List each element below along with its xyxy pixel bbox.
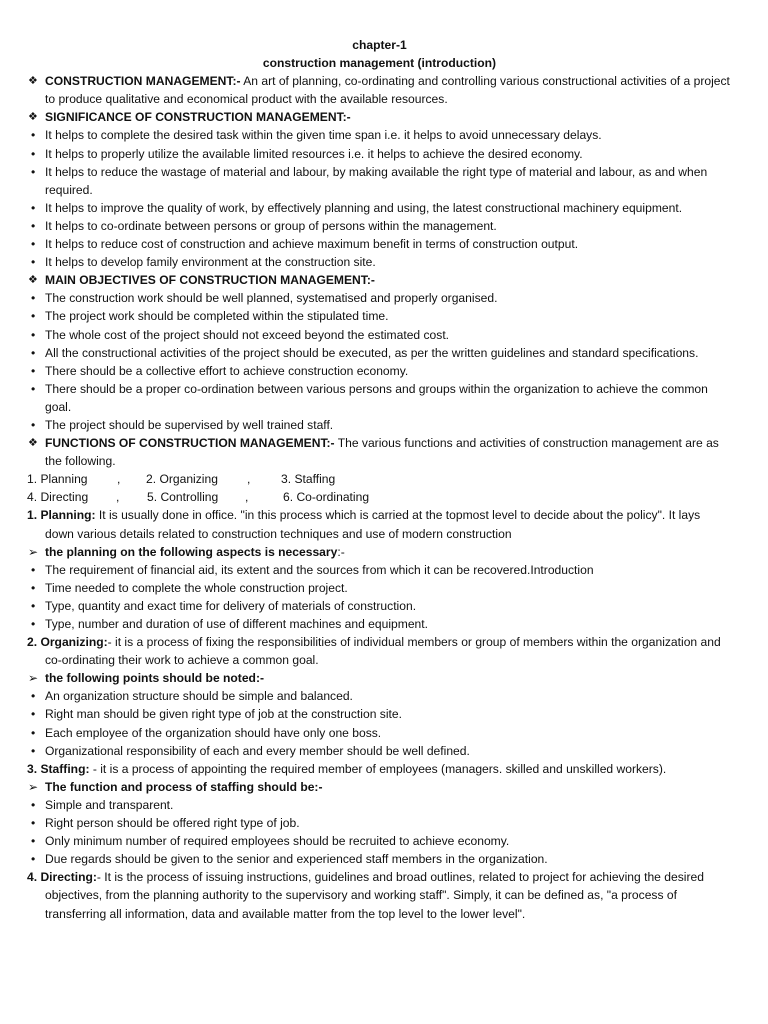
- list-item: • It helps to reduce the wastage of material and labour, by making available the right type of material and labour, as and when required.: [31, 164, 708, 197]
- bullet-icon: •: [31, 237, 36, 252]
- bullet-icon: •: [31, 128, 36, 143]
- planning-subheading: ➢ the planning on the following aspects is necessary:-: [27, 543, 732, 561]
- list-item: • The project should be supervised by well trained staff.: [27, 416, 732, 434]
- diamond-icon: ❖: [28, 274, 38, 287]
- list-item: • It helps to develop family environment at the construction site.: [27, 253, 732, 271]
- bullet-icon: •: [31, 291, 36, 306]
- list-item: • It helps to complete the desired task within the given time span i.e. it helps to avoid unnecessary delays.: [27, 126, 732, 144]
- paragraph-text: - It is the process of issuing instructions, guidelines and broad outlines, related to project for achieving the desired objectives, from the planning authority to the supervisory and working staff". Simply, it can be defined as, "a process of transferring all information, data and available matter from the top level to the lower level".: [45, 870, 704, 921]
- bullet-icon: •: [31, 345, 36, 360]
- list-item: • Organizational responsibility of each and every member should be well defined.: [27, 742, 732, 760]
- cm-definition: [27, 72, 732, 108]
- organizing-paragraph: [27, 633, 732, 669]
- bullet-icon: •: [31, 689, 36, 704]
- paragraph-label: 4. Directing:: [27, 870, 97, 885]
- section-heading: SIGNIFICANCE OF CONSTRUCTION MANAGEMENT:-: [45, 110, 351, 125]
- arrow-icon: ➢: [28, 671, 39, 686]
- organizing-subheading: ➢ the following points should be noted:-: [27, 669, 732, 687]
- paragraph-label: 1. Planning:: [27, 508, 96, 523]
- staffing-paragraph: [27, 760, 732, 778]
- bullet-icon: •: [31, 309, 36, 324]
- paragraph-label: 2. Organizing:: [27, 635, 108, 650]
- list-item: • It helps to co-ordinate between persons or group of persons within the management.: [27, 217, 732, 235]
- objectives-heading-row: [27, 271, 732, 289]
- bullet-icon: •: [31, 363, 36, 378]
- bullet-icon: •: [31, 562, 36, 577]
- list-item: • Time needed to complete the whole construction project.: [27, 579, 732, 597]
- paragraph-label: 3. Staffing:: [27, 761, 90, 776]
- list-item: • The whole cost of the project should not exceed beyond the estimated cost.: [27, 326, 732, 344]
- arrow-icon: ➢: [28, 779, 39, 794]
- directing-paragraph: [27, 868, 732, 922]
- arrow-icon: ➢: [28, 544, 39, 559]
- diamond-icon: ❖: [28, 75, 38, 88]
- list-item: • The project work should be completed within the stipulated time.: [27, 307, 732, 325]
- chapter-title: chapter-1: [352, 38, 407, 52]
- functions-line-1: 1. Planning , 2. Organizing , 3. Staffing: [27, 472, 336, 487]
- functions-line-2: 4. Directing , 5. Controlling , 6. Co-ordinating: [27, 490, 370, 505]
- list-item: • Type, number and duration of use of different machines and equipment.: [27, 615, 732, 633]
- bullet-icon: •: [31, 417, 36, 432]
- list-item: • Simple and transparent.: [27, 796, 732, 814]
- objectives-list: [27, 289, 732, 434]
- diamond-icon: ❖: [28, 111, 38, 124]
- bullet-icon: •: [31, 797, 36, 812]
- staffing-list: [27, 796, 732, 868]
- list-item: • Right man should be given right type of job at the construction site.: [27, 705, 732, 723]
- bullet-icon: •: [31, 255, 36, 270]
- planning-list: [27, 561, 732, 633]
- section-heading: MAIN OBJECTIVES OF CONSTRUCTION MANAGEMENT:-: [45, 273, 375, 288]
- list-item: • Due regards should be given to the senior and experienced staff members in the organization.: [27, 850, 732, 868]
- paragraph-text: - it is a process of appointing the required member of employees (managers. skilled and unskilled workers).: [89, 761, 667, 776]
- bullet-icon: •: [31, 164, 36, 179]
- section-heading: FUNCTIONS OF CONSTRUCTION MANAGEMENT:-: [45, 436, 335, 451]
- bullet-icon: •: [31, 852, 36, 867]
- bullet-icon: •: [31, 707, 36, 722]
- section-text: An art of planning, co-ordinating and controlling various constructional activities of a project to produce qualitative and economical product with the available resources.: [45, 74, 730, 107]
- bullet-icon: •: [31, 218, 36, 233]
- paragraph-text: - it is a process of fixing the responsibilities of individual members or group of members within the organization and co-ordinating their work to achieve a common goal.: [45, 635, 721, 668]
- bullet-icon: •: [31, 580, 36, 595]
- section-heading: CONSTRUCTION MANAGEMENT:-: [45, 74, 241, 89]
- significance-list: [27, 126, 732, 271]
- list-item: • The construction work should be well planned, systematised and properly organised.: [27, 289, 732, 307]
- diamond-icon: ❖: [28, 437, 38, 450]
- document-subtitle: construction management (introduction): [262, 56, 497, 71]
- list-item: • It helps to improve the quality of work, by effectively planning and using, the latest constructional machinery equipment.: [27, 199, 732, 217]
- bullet-icon: •: [31, 725, 36, 740]
- bullet-icon: •: [31, 146, 36, 161]
- functions-intro: [27, 434, 732, 470]
- list-item: • There should be a proper co-ordination between various persons and groups within the organization to achieve the common goal.: [31, 381, 708, 414]
- bullet-icon: •: [31, 617, 36, 631]
- document-page: [27, 36, 732, 923]
- section-text: The various functions and activities of construction management are as the following.: [45, 436, 719, 469]
- bullet-icon: •: [31, 598, 36, 613]
- list-item: • Type, quantity and exact time for delivery of materials of construction.: [27, 597, 732, 615]
- list-item: • Right person should be offered right type of job.: [27, 814, 732, 832]
- paragraph-text: It is usually done in office. "in this process which is carried at the topmost level to decide about the policy". It lays down various details related to construction techniques and use of modern construction: [45, 508, 701, 541]
- list-item: • Only minimum number of required employees should be recruited to achieve economy.: [27, 832, 732, 850]
- list-item: • An organization structure should be simple and balanced.: [27, 687, 732, 705]
- list-item: • The requirement of financial aid, its extent and the sources from which it can be recovered.Introduction: [27, 561, 732, 579]
- list-item: • It helps to properly utilize the available limited resources i.e. it helps to achieve the desired economy.: [27, 145, 732, 163]
- list-item: • All the constructional activities of the project should be executed, as per the written guidelines and standard specifications.: [27, 344, 732, 362]
- bullet-icon: •: [31, 381, 36, 396]
- organizing-list: [27, 687, 732, 759]
- bullet-icon: •: [31, 743, 36, 758]
- bullet-icon: •: [31, 200, 36, 215]
- list-item: • There should be a collective effort to achieve construction economy.: [27, 362, 732, 380]
- list-item: • It helps to reduce cost of construction and achieve maximum benefit in terms of construction output.: [27, 235, 732, 253]
- staffing-subheading: ➢ The function and process of staffing should be:-: [27, 778, 732, 796]
- bullet-icon: •: [31, 834, 36, 849]
- planning-paragraph: [27, 506, 732, 542]
- list-item: • Each employee of the organization should have only one boss.: [27, 724, 732, 742]
- bullet-icon: •: [31, 816, 36, 831]
- significance-heading-row: [27, 108, 732, 126]
- bullet-icon: •: [31, 327, 36, 342]
